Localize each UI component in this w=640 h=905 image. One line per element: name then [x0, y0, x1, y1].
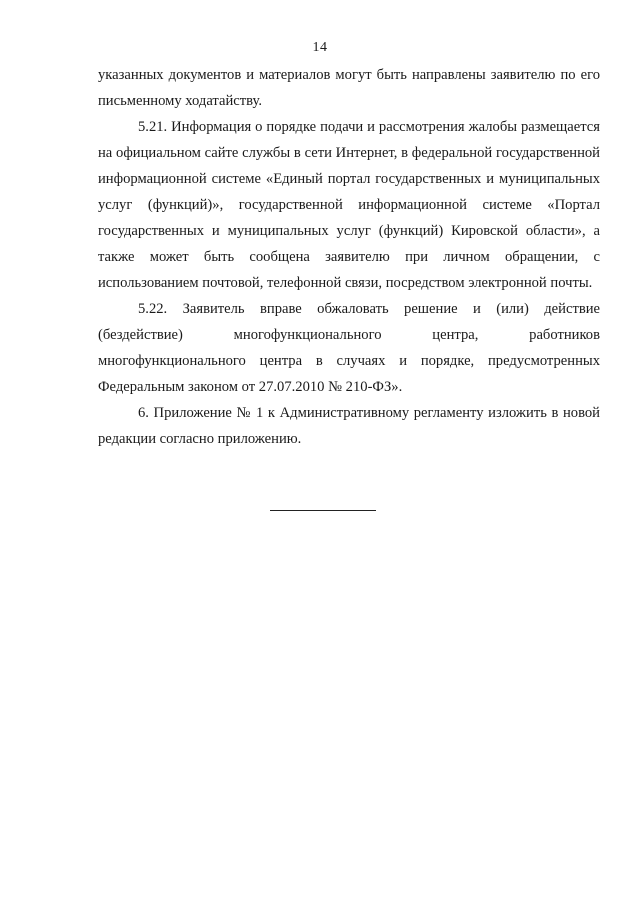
paragraph-5-21: 5.21. Информация о порядке подачи и рассмотрения жалобы размещается на официальном сайте службы в сети Интернет, в федеральной государственной информационной системе «Единый портал государственных и муниципальных услуг (функций)», государственной информационной системе «Портал государственных и муниципальных услуг (функций) Кировской области», а также может быть сообщена заявителю при личном обращении, с использованием почтовой, телефонной связи, посредством электронной почты.	[98, 119, 600, 291]
body-text	[98, 62, 600, 452]
paragraph-6: 6. Приложение № 1 к Административному регламенту изложить в новой редакции согласно приложению.	[98, 405, 600, 447]
page-number: 14	[312, 40, 328, 55]
paragraph-5-22: 5.22. Заявитель вправе обжаловать решение и (или) действие (бездействие) многофункционального центра, работников многофункционального центра в случаях и порядке, предусмотренных Федеральным законом от 27.07.2010 № 210-ФЗ».	[98, 301, 600, 395]
end-divider-line	[270, 510, 376, 511]
paragraph-continuation: указанных документов и материалов могут быть направлены заявителю по его письменному ходатайству.	[98, 67, 600, 109]
